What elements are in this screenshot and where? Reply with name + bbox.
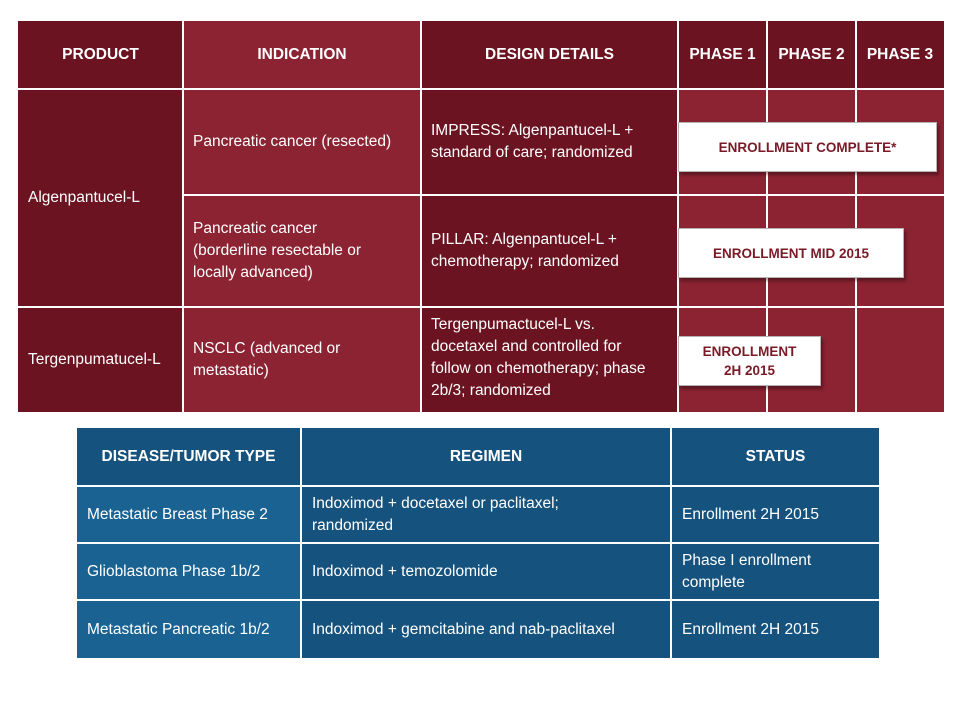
header-product: PRODUCT	[18, 21, 183, 88]
table-row-disease: Glioblastoma Phase 1b/2	[77, 544, 300, 599]
header-regimen: REGIMEN	[302, 428, 670, 485]
indication-cell: Pancreatic cancer (borderline resectable or locally advanced)	[183, 196, 421, 306]
design-details-cell: Tergenpumactucel-L vs. docetaxel and controlled for follow on chemotherapy; phase 2b/3; randomized	[421, 308, 678, 412]
pipeline-table	[18, 21, 944, 412]
header-status: STATUS	[672, 428, 879, 485]
grid-line	[183, 194, 944, 196]
grid-line	[182, 21, 184, 412]
table-row-status: Phase I enrollment complete	[672, 544, 879, 599]
table-row-regimen: Indoximod + gemcitabine and nab-paclitaxel	[302, 601, 670, 658]
header-phase-3: PHASE 3	[856, 21, 944, 88]
table-row-disease: Metastatic Breast Phase 2	[77, 487, 300, 542]
grid-line	[420, 21, 422, 412]
design-details-cell: IMPRESS: Algenpantucel-L + standard of care; randomized	[421, 90, 678, 194]
table-row-status: Enrollment 2H 2015	[672, 487, 879, 542]
table-row-regimen: Indoximod + temozolomide	[302, 544, 670, 599]
table-row-disease: Metastatic Pancreatic 1b/2	[77, 601, 300, 658]
header-phase-2: PHASE 2	[767, 21, 856, 88]
header-design-details: DESIGN DETAILS	[421, 21, 678, 88]
tumor-type-table	[77, 428, 879, 658]
header-indication: INDICATION	[183, 21, 421, 88]
table-row-regimen: Indoximod + docetaxel or paclitaxel; randomized	[302, 487, 670, 542]
design-details-cell: PILLAR: Algenpantucel-L + chemotherapy; randomized	[421, 196, 678, 306]
product-algenpantucel: Algenpantucel-L	[18, 90, 183, 306]
header-disease-tumor-type: DISEASE/TUMOR TYPE	[77, 428, 300, 485]
indication-cell: NSCLC (advanced or metastatic)	[183, 308, 421, 412]
grid-line	[18, 88, 944, 90]
product-tergenpumatucel: Tergenpumatucel-L	[18, 308, 183, 412]
grid-line	[855, 21, 857, 412]
indication-cell: Pancreatic cancer (resected)	[183, 90, 421, 194]
table-row-status: Enrollment 2H 2015	[672, 601, 879, 658]
status-bar-impress: ENROLLMENT COMPLETE*	[678, 122, 937, 172]
status-bar-pillar: ENROLLMENT MID 2015	[678, 228, 904, 278]
header-phase-1: PHASE 1	[678, 21, 767, 88]
status-bar-nsclc: ENROLLMENT 2H 2015	[678, 336, 821, 386]
grid-line	[18, 306, 944, 308]
